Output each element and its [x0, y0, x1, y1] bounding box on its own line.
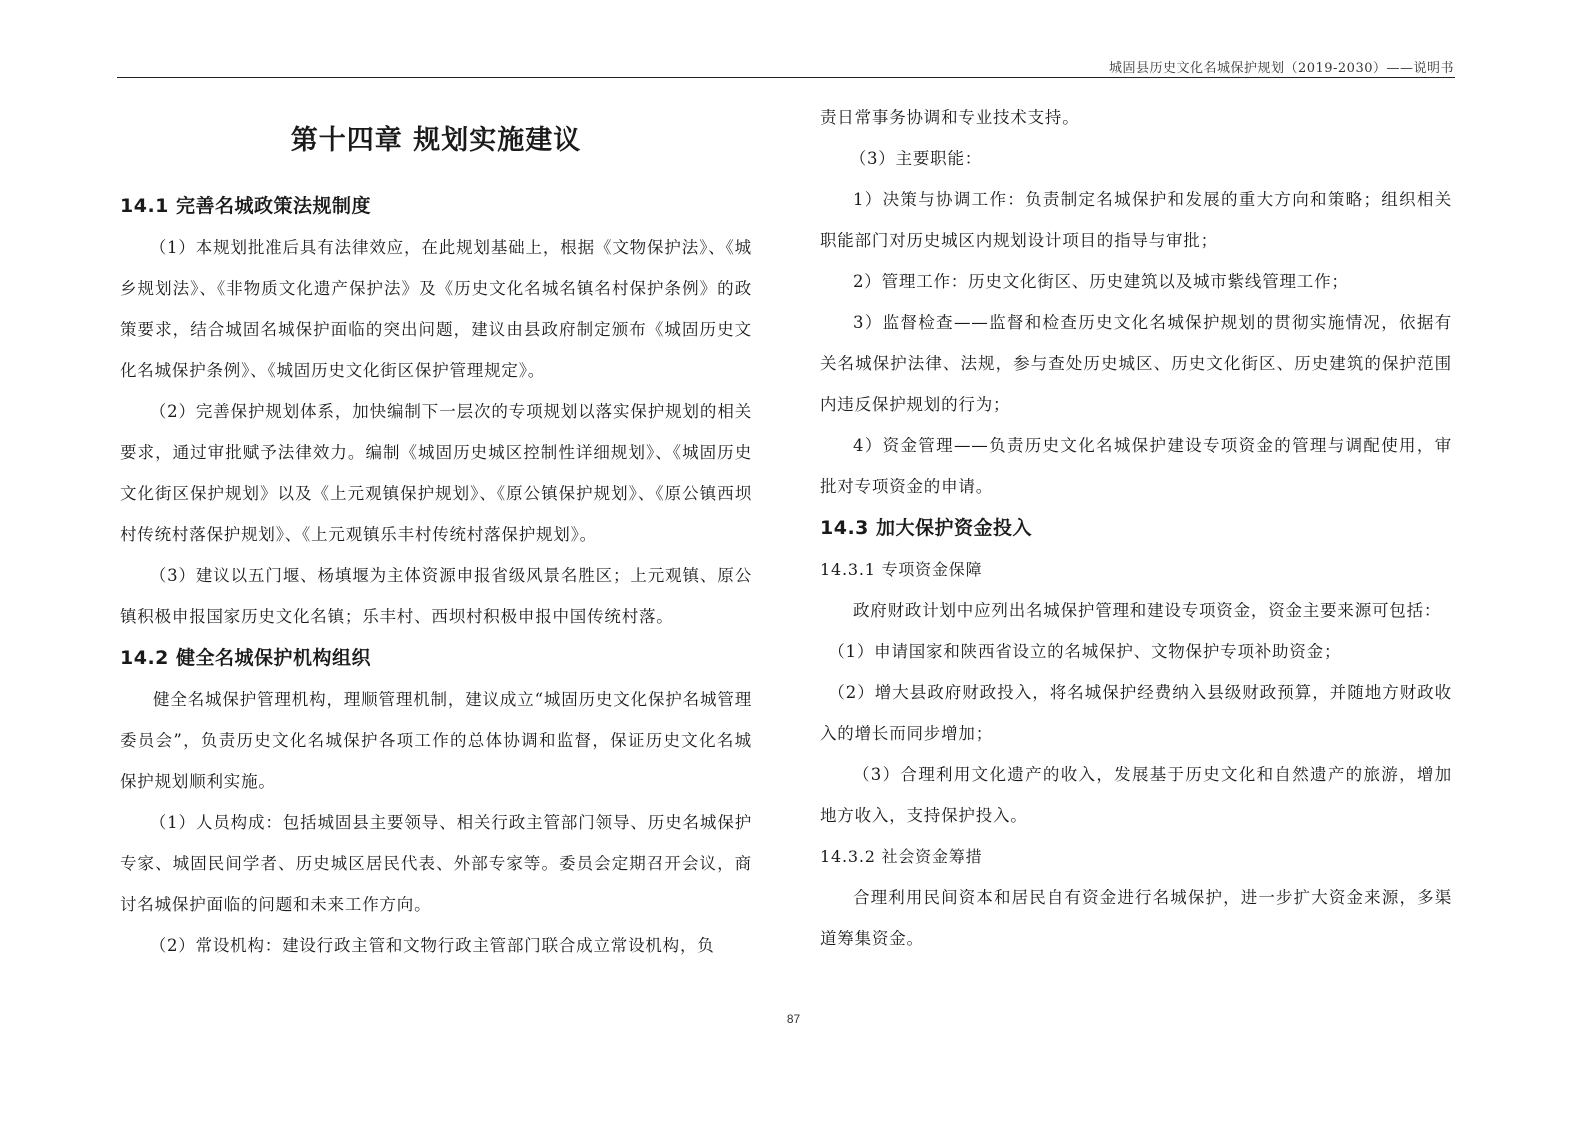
- paragraph: 健全名城保护管理机构，理顺管理机制，建议成立“城固历史文化保护名城管理委员会”，负责历史文化名城保护各项工作的总体协调和监督，保证历史文化名城保护规划顺利实施。: [120, 690, 752, 791]
- paragraph: 合理利用民间资本和居民自有资金进行名城保护，进一步扩大资金来源，多渠道筹集资金。: [820, 888, 1452, 948]
- running-header: 城固县历史文化名城保护规划（2019-2030）——说明书: [1108, 61, 1454, 76]
- paragraph: （2）完善保护规划体系，加快编制下一层次的专项规划以落实保护规划的相关要求，通过审批赋予法律效力。编制《城固历史城区控制性详细规划》、《城固历史文化街区保护规划》以及《上元观镇保护规划》、《原公镇保护规划》、《原公镇西坝村传统村落保护规划》、《上元观镇乐丰村传统村落保护规划》。: [120, 402, 752, 544]
- subsection-heading-14-3-2: 14.3.2 社会资金筹措: [820, 847, 983, 866]
- paragraph: （1）人员构成：包括城固县主要领导、相关行政主管部门领导、历史名城保护专家、城固民间学者、历史城区居民代表、外部专家等。委员会定期召开会议，商讨名城保护面临的问题和未来工作方向。: [120, 813, 752, 914]
- paragraph: （1）申请国家和陕西省设立的名城保护、文物保护专项补助资金；: [828, 642, 1342, 661]
- left-column: [120, 97, 752, 966]
- header-divider: [117, 77, 1455, 78]
- section-heading-14-2: 14.2 健全名城保护机构组织: [120, 647, 371, 669]
- subsection-heading-14-3-1: 14.3.1 专项资金保障: [820, 560, 983, 579]
- paragraph: 4）资金管理——负责历史文化名城保护建设专项资金的管理与调配使用，审批对专项资金的申请。: [820, 436, 1452, 496]
- paragraph: 政府财政计划中应列出名城保护管理和建设专项资金，资金主要来源可包括：: [853, 601, 1442, 620]
- page-number: 87: [786, 1012, 801, 1026]
- paragraph: （3）合理利用文化遗产的收入，发展基于历史文化和自然遗产的旅游，增加地方收入，支持保护投入。: [820, 765, 1452, 825]
- paragraph-continued: 责日常事务协调和专业技术支持。: [820, 108, 1080, 127]
- paragraph: （3）建议以五门堰、杨填堰为主体资源申报省级风景名胜区；上元观镇、原公镇积极申报国家历史文化名镇；乐丰村、西坝村积极申报中国传统村落。: [120, 566, 752, 626]
- paragraph: （2）增大县政府财政投入，将名城保护经费纳入县级财政预算，并随地方财政收入的增长而同步增加；: [820, 683, 1452, 743]
- chapter-title: 第十四章 规划实施建议: [290, 125, 582, 156]
- paragraph: 1）决策与协调工作：负责制定名城保护和发展的重大方向和策略；组织相关职能部门对历史城区内规划设计项目的指导与审批；: [820, 190, 1452, 250]
- paragraph: （2）常设机构：建设行政主管和文物行政主管部门联合成立常设机构，负: [149, 936, 715, 955]
- paragraph: 2）管理工作：历史文化街区、历史建筑以及城市紫线管理工作；: [853, 272, 1349, 291]
- section-heading-14-3: 14.3 加大保护资金投入: [820, 517, 1032, 539]
- paragraph: 3）监督检查——监督和检查历史文化名城保护规划的贯彻实施情况，依据有关名城保护法律、法规，参与查处历史城区、历史文化街区、历史建筑的保护范围内违反保护规划的行为；: [820, 313, 1452, 414]
- section-heading-14-1: 14.1 完善名城政策法规制度: [120, 195, 371, 217]
- paragraph: （3）主要职能：: [849, 149, 983, 168]
- paragraph: （1）本规划批准后具有法律效应，在此规划基础上，根据《文物保护法》、《城乡规划法》、《非物质文化遗产保护法》及《历史文化名城名镇名村保护条例》的政策要求，结合城固名城保护面临的突出问题，建议由县政府制定颁布《城固历史文化名城保护条例》、《城固历史文化街区保护管理规定》。: [120, 238, 752, 380]
- right-column: [820, 97, 1452, 959]
